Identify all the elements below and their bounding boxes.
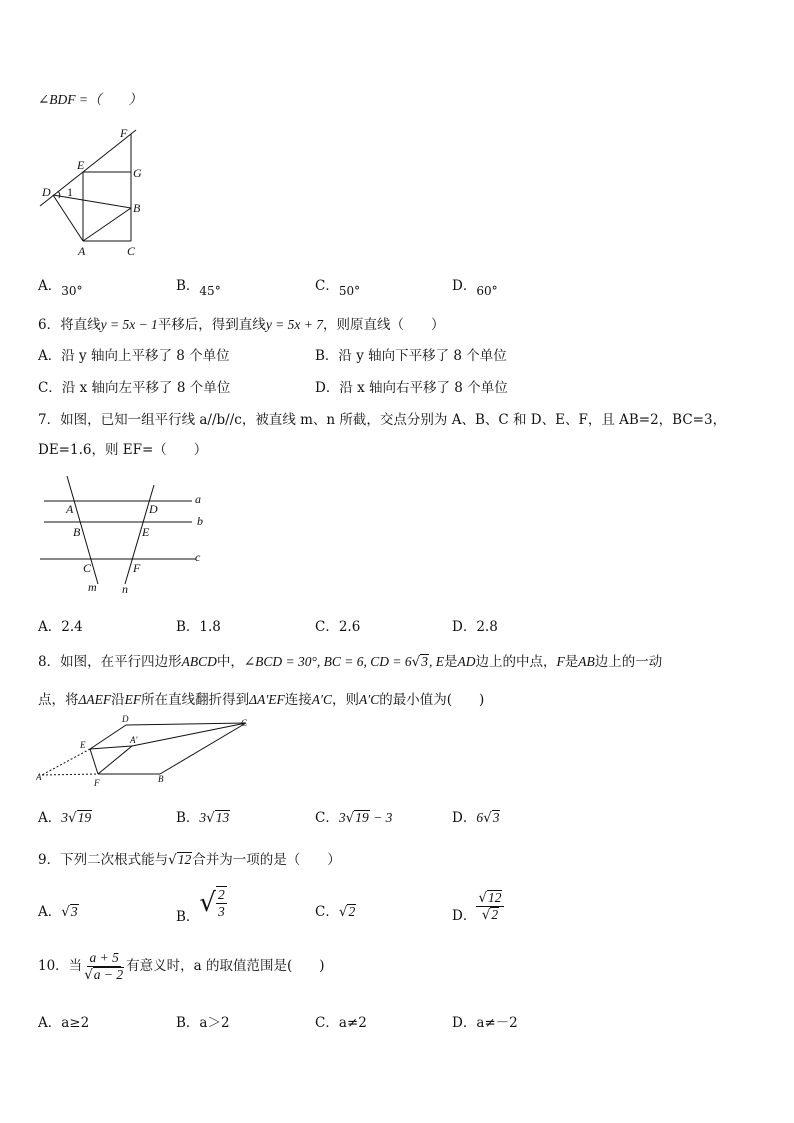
q5-stem-text: ∠BDF =（ ） [38,92,143,107]
q5-label-b: B [133,201,141,215]
q7-option-c[interactable]: C．2.6 [315,619,361,635]
q8-figure [36,712,262,792]
q7-label-m: m [88,580,97,594]
q8-line-dc [126,723,246,725]
q8-line-fa1 [98,746,132,774]
q10-fraction: $\frac{a + 5}{√a - 2}$ [84,950,124,983]
q5-angle-mark [58,191,60,198]
q7-label-d: D [149,502,158,516]
q6-option-a[interactable]: A．沿 y 轴向上平移了 8 个单位 [38,348,230,364]
q8-stem-line2: 点，将ΔAEF沿EF所在直线翻折得到ΔA′EF连接A′C，则A′C的最小值为( ) [38,692,485,708]
q9-stem-sqrt: √12 [168,852,192,868]
q7-figure [36,472,216,598]
q8-line-bc [160,723,246,774]
q7-label-f: F [133,561,141,575]
q8-line-ae-dotted [42,749,90,775]
q5-stem [38,88,142,108]
q5-line-da [53,195,83,241]
q5-label-1: 1 [67,185,73,199]
q7-label-c-line: c [195,550,201,564]
q5-option-a[interactable]: A．30° [38,278,83,298]
q8-option-b[interactable]: B．3√13 [176,810,230,826]
q8-label-c: C [241,718,248,728]
q9-stem: 9．下列二次根式能与√12合并为一项的是（ ） [38,852,341,868]
q7-option-a[interactable]: A．2.4 [38,619,83,635]
q8-option-a[interactable]: A．3√19 [38,810,92,826]
q5-option-a-value: 30° [61,284,83,298]
q7-stem-line2: DE=1.6，则 EF=（ ） [38,442,208,458]
q8-label-e: E [80,740,86,750]
q8-stem-line1: 8．如图，在平行四边形ABCD中，∠BCD = 30°, BC = 6, CD = 6√3, E是AD边上的中点，F是AB边上的一动 [38,654,663,670]
q8-line-ea1 [90,746,132,749]
q8-label-f: F [94,778,100,788]
q8-label-a: A [36,772,42,782]
q8-cond-sqrt: √3 [411,654,428,670]
q7-label-a: A [66,502,74,516]
q5-label-f: F [120,126,128,140]
q5-option-b[interactable]: B．45° [176,278,221,298]
q5-option-d[interactable]: D．60° [452,278,498,298]
q10-option-c[interactable]: C．a≠2 [315,1015,367,1031]
q7-label-e: E [142,525,150,539]
q5-line-db [53,195,131,208]
q5-label-c: C [127,244,136,258]
q8-option-d[interactable]: D．6√3 [452,810,500,826]
q9-option-b-radical: √ [199,888,216,918]
q10-option-d[interactable]: D．a≠－2 [452,1015,518,1031]
q6-option-c[interactable]: C．沿 x 轴向左平移了 8 个单位 [38,380,231,396]
q5-label-g: G [133,166,142,180]
q10-option-a[interactable]: A．a≥2 [38,1015,90,1031]
q7-label-n: n [122,582,128,596]
q8-option-c[interactable]: C．3√19 − 3 [315,810,393,826]
q5-option-c[interactable]: C．50° [315,278,361,298]
q7-option-d[interactable]: D．2.8 [452,619,498,635]
q6-line2: y = 5x + 7 [265,317,324,332]
q8-line-a1c [132,723,246,746]
q7-label-a-line: a [195,492,201,506]
q8-label-b: B [158,774,164,784]
q6-option-d[interactable]: D．沿 x 轴向右平移了 8 个单位 [315,380,508,396]
q8-line-ed [90,725,126,749]
q8-label-a-prime: A′ [130,735,138,745]
q7-stem-line1: 7．如图，已知一组平行线 a//b//c，被直线 m、n 所截，交点分别为 A、B、C 和 D、E、F，且 AB=2，BC=3， [38,412,727,428]
q5-figure [36,122,154,260]
q5-label-a: A [78,244,86,258]
q9-option-d-frac: $\frac{√12}{√2}$ [476,890,504,923]
q9-option-b[interactable]: B．√ $\frac{2}{3}$ [176,887,225,925]
q8-line-ef [90,749,98,774]
q10-option-b[interactable]: B．a＞2 [176,1015,230,1031]
q5-line-df [40,130,136,206]
q6-stem: 6．将直线y = 5x − 1平移后，得到直线y = 5x + 7，则原直线（ ） [38,317,445,333]
q5-option-b-value: 45° [199,284,221,298]
q9-option-c[interactable]: C．√2 [315,904,356,920]
q7-label-c: C [83,561,92,575]
q5-option-c-value: 50° [338,284,361,298]
q7-label-b: B [73,525,81,539]
q7-option-b[interactable]: B．1.8 [176,619,221,635]
q6-line1: y = 5x − 1 [100,317,158,332]
q10-stem: 10．当 $\frac{a + 5}{√a - 2}$ 有意义时，a 的取值范围是( ) [38,950,325,983]
q5-label-e: E [77,158,85,172]
q8-label-d: D [122,714,129,724]
q7-label-b-line: b [197,514,203,528]
q5-option-d-value: 60° [476,284,498,298]
q9-option-a[interactable]: A．√3 [38,904,78,920]
q5-line-ab [83,208,131,241]
q9-option-d[interactable]: D． $\frac{√12}{√2}$ [452,890,504,923]
q6-option-b[interactable]: B．沿 y 轴向下平移了 8 个单位 [315,348,507,364]
q5-label-d: D [42,185,51,199]
q8-line-af-dotted [42,774,98,775]
